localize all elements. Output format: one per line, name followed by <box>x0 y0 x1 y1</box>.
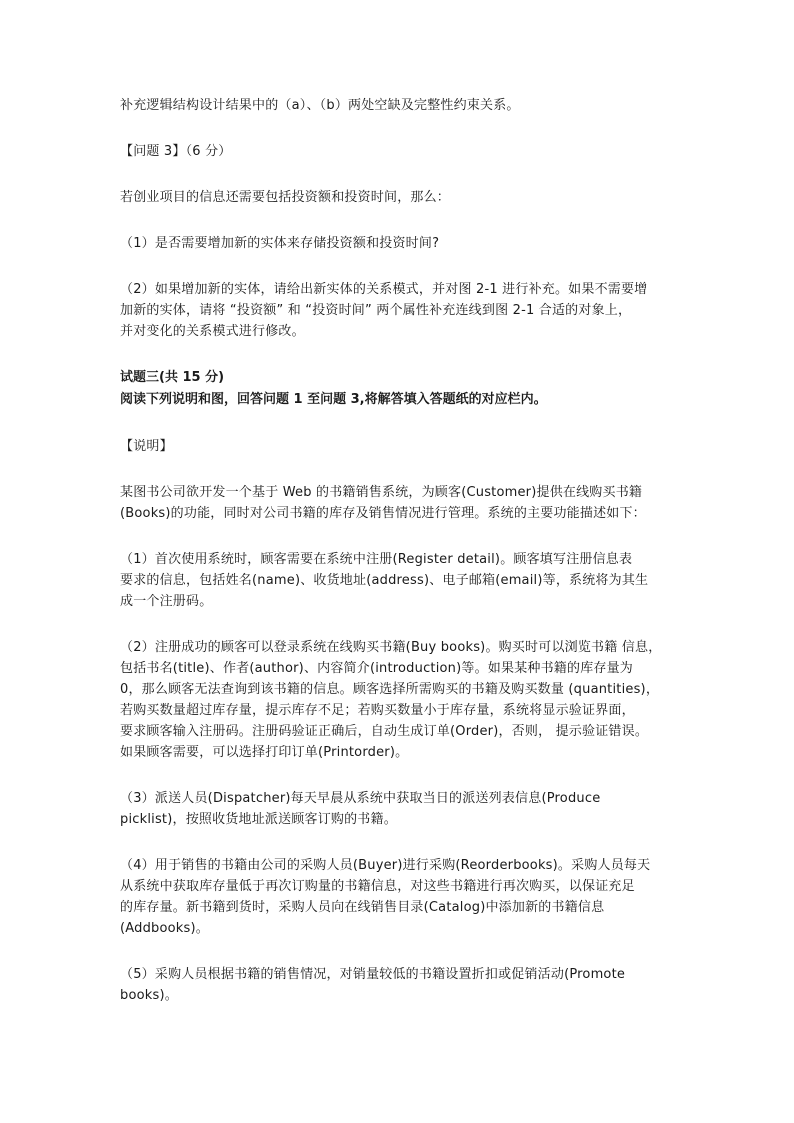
section-heading-block <box>120 367 680 411</box>
requirement-item-1: （1）首次使用系统时，顾客需要在系统中注册(Register detail)。顾客填写注册信息表 要求的信息，包括姓名(name)、收货地址(address)、电子邮箱(email)等，系统将为其生 成一个注册码。 <box>120 552 649 609</box>
requirement-item-3: （3）派送人员(Dispatcher)每天早晨从系统中获取当日的派送列表信息(Produce picklist)，按照收货地址派送顾客订购的书籍。 <box>120 791 601 827</box>
explanation-intro: 某图书公司欲开发一个基于 Web 的书籍销售系统，为顾客(Customer)提供在线购买书籍 (Books)的功能，同时对公司书籍的库存及销售情况进行管理。系统的主要功能描述如下： <box>120 485 646 521</box>
intro-paragraph: 补充逻辑结构设计结果中的（a）、（b）两处空缺及完整性约束关系。 <box>120 98 520 113</box>
requirement-item-5: （5）采购人员根据书籍的销售情况，对销量较低的书籍设置折扣或促销活动(Promote books)。 <box>120 967 626 1003</box>
requirement-item-2: （2）注册成功的顾客可以登录系统在线购买书籍(Buy books)。购买时可以浏览书籍 信息， 包括书名(title)、作者(author)、内容简介(introduction)等。如果某种书籍的库存量为 0，那么顾客无法查询到该书籍的信息。顾客选择所需购买的书籍及购买数量 (quantities)， 若购买数量超过库存量，提示库存不足；若购买数量小于库存量，系统将显示验证界面， 要求顾客输入注册码。注册码验证正确后，自动生成订单(Order)，否则， 提示验证错误。 如果顾客需要，可以选择打印订单(Printorder)。 <box>120 640 662 760</box>
document-body <box>120 95 680 1031</box>
question-3-item-1: （1）是否需要增加新的实体来存储投资额和投资时间? <box>120 236 440 251</box>
question-3-item-2: （2）如果增加新的实体，请给出新实体的关系模式，并对图 2-1 进行补充。如果不需要增 加新的实体，请将 “投资额” 和 “投资时间” 两个属性补充连线到图 2-1 合适的对象上， 并对变化的关系模式进行修改。 <box>120 282 648 339</box>
section-instruction: 阅读下列说明和图，回答问题 1 至问题 3,将解答填入答题纸的对应栏内。 <box>120 392 547 407</box>
requirement-item-4: （4）用于销售的书籍由公司的采购人员(Buyer)进行采购(Reorderbooks)。采购人员每天 从系统中获取库存量低于再次订购量的书籍信息，对这些书籍进行再次购买，以保证充足 的库存量。新书籍到货时，采购人员向在线销售目录(Catalog)中添加新的书籍信息 (Addbooks)。 <box>120 858 651 936</box>
explanation-header: 【说明】 <box>120 439 173 454</box>
question-3-header: 【问题 3】（6 分） <box>120 144 232 159</box>
question-3-intro: 若创业项目的信息还需要包括投资额和投资时间，那么： <box>120 190 451 205</box>
section-title: 试题三(共 15 分) <box>120 370 225 385</box>
